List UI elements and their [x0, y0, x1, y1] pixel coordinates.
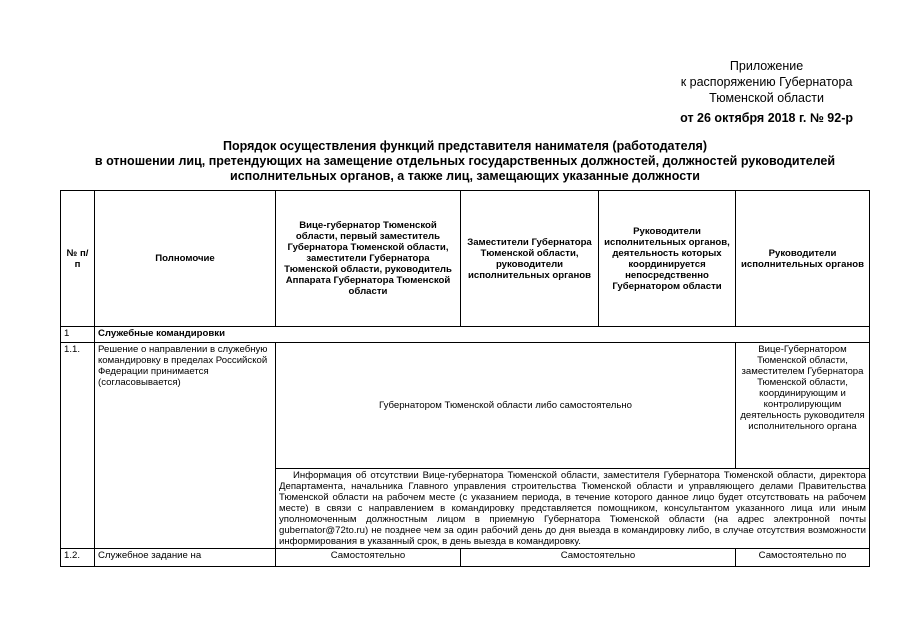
- header-col1: Вице-губернатор Тюменской области, первый заместитель Губернатора Тюменской области, заместители Губернатора Тюменской области, руководитель Аппарата Губернатора Тюменской области: [276, 191, 461, 327]
- appendix-header: [680, 58, 853, 126]
- appendix-label: Приложение: [729, 59, 804, 73]
- header-power: Полномочие: [95, 191, 276, 327]
- row-1-1-num: 1.1.: [61, 343, 95, 549]
- row-1-2-col1: Самостоятельно: [276, 549, 461, 567]
- appendix-order-ref: к распоряжению Губернатора: [680, 75, 853, 89]
- row-1-2-col23: Самостоятельно: [461, 549, 736, 567]
- powers-table: [60, 190, 870, 567]
- title-line-3: исполнительных органов, а также лиц, замещающих указанные должности: [230, 169, 700, 183]
- title-line-2: в отношении лиц, претендующих на замещение отдельных государственных должностей, должностей руководителей: [94, 154, 836, 168]
- table-header-row: [61, 191, 870, 327]
- appendix-region: Тюменской области: [709, 91, 824, 105]
- section-label: Служебные командировки: [95, 327, 870, 343]
- row-1-1-power: Решение о направлении в служебную командировку в пределах Российской Федерации принимается (согласовывается): [95, 343, 276, 549]
- document-title: [60, 139, 870, 184]
- row-1-2-power: Служебное задание на: [95, 549, 276, 567]
- header-col2: Заместители Губернатора Тюменской области, руководители исполнительных органов: [461, 191, 599, 327]
- row-1-1-last: Вице-Губернатором Тюменской области, заместителем Губернатора Тюменской области, координирующим и контролирующим деятельность руководителя исполнительного органа: [736, 343, 870, 469]
- title-line-1: Порядок осуществления функций представителя нанимателя (работодателя): [223, 139, 707, 153]
- table-row: [61, 343, 870, 469]
- row-1-1-info: Информация об отсутствии Вице-губернатора Тюменской области, заместителя Губернатора Тюменской области, директора Департамента, начальника Главного управления строительства Тюменской области и управляющего делами Правительства Тюменской области на рабочем месте (с указанием периода, в течение которого данное лицо будет отсутствовать на рабочем месте) в связи с направлением в командировку представляется помощником, консультантом указанного лица или иным уполномоченным должностным лицом в приемную Губернатора Тюменской области (на адрес электронной почты gubernator@72to.ru) не позднее чем за один рабочий день до дня выезда в командировку либо, в случае отсутствия возможности информирования в указанный срок, в день выезда в командировку.: [276, 469, 870, 549]
- row-1-2-col4: Самостоятельно по: [736, 549, 870, 567]
- header-col4: Руководители исполнительных органов: [736, 191, 870, 327]
- appendix-date: от 26 октября 2018 г. № 92-р: [680, 111, 853, 125]
- section-row: [61, 327, 870, 343]
- section-num: 1: [61, 327, 95, 343]
- header-num: № п/п: [61, 191, 95, 327]
- row-1-2-num: 1.2.: [61, 549, 95, 567]
- row-1-1-merged: Губернатором Тюменской области либо самостоятельно: [276, 343, 736, 469]
- table-row: [61, 549, 870, 567]
- header-col3: Руководители исполнительных органов, деятельность которых координируется непосредственно Губернатором области: [599, 191, 736, 327]
